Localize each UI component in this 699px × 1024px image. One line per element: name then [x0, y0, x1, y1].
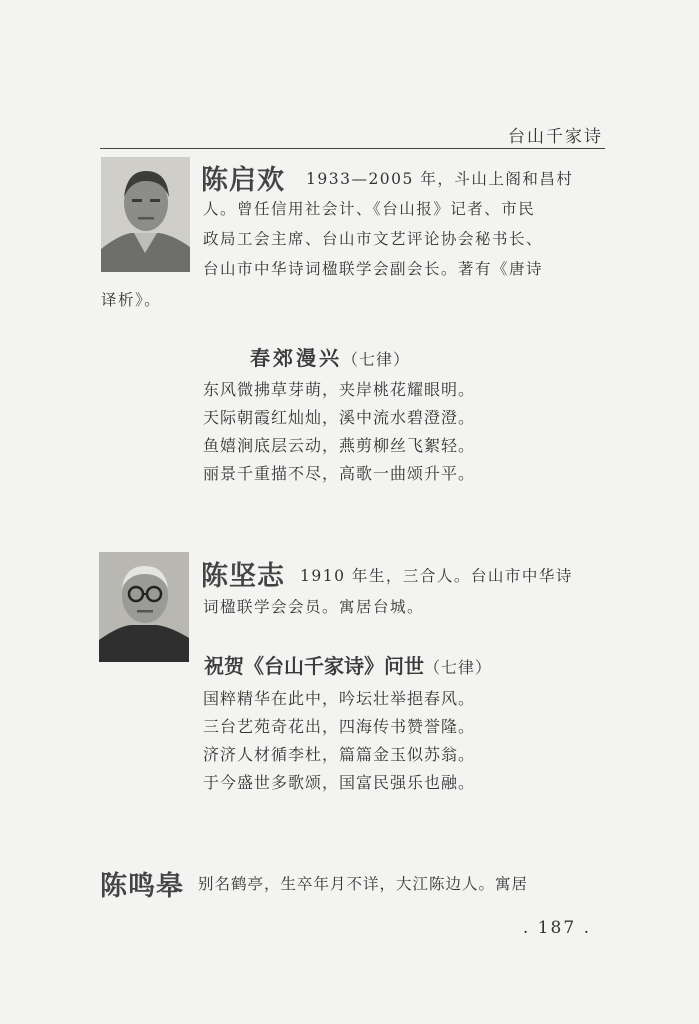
page-number: . 187 .	[522, 918, 591, 938]
poem-line: 丽景千重描不尽，高歌一曲颂升平。	[203, 464, 476, 483]
poem-line: 国粹精华在此中，吟坛壮举挹春风。	[203, 689, 476, 708]
poem-body	[203, 685, 475, 797]
poem-line: 于今盛世多歌颂，国富民强乐也融。	[203, 773, 476, 792]
author-bio-lead: 1910 年生，三合人。台山市中华诗	[300, 567, 573, 585]
poem-title	[250, 342, 410, 371]
author-bio-lead: 1933—2005 年，斗山上阁和昌村	[306, 170, 574, 188]
running-header: 台山千家诗	[508, 127, 603, 147]
portrait-photo-1	[101, 157, 190, 272]
author-bio-line: 译析》。	[101, 291, 162, 309]
author-name: 陈鸣皋	[100, 871, 184, 902]
poem-form: （七律）	[424, 658, 493, 677]
poem-line: 三台艺苑奇花出，四海传书赞誉隆。	[203, 717, 476, 736]
header-rule	[100, 148, 605, 149]
poem-line: 济济人材循李杜，篇篇金玉似苏翁。	[203, 745, 476, 764]
author-bio-line: 台山市中华诗词楹联学会副会长。著有《唐诗	[203, 260, 544, 278]
author-name: 陈坚志	[201, 561, 285, 592]
poem-line: 天际朝霞红灿灿，溪中流水碧澄澄。	[203, 408, 476, 427]
poem-title	[204, 650, 492, 679]
author-name: 陈启欢	[201, 165, 285, 196]
author-bio-lead: 别名鹤亭，生卒年月不详，大江陈边人。寓居	[198, 875, 529, 893]
author-bio-line: 政局工会主席、台山市文艺评论协会秘书长、	[203, 230, 544, 248]
portrait-photo-2	[99, 552, 189, 662]
author-bio-line: 人。曾任信用社会计、《台山报》记者、市民	[203, 200, 536, 218]
poem-title-text: 春郊漫兴	[250, 346, 342, 370]
author-bio-line: 词楹联学会会员。寓居台城。	[203, 598, 425, 616]
poem-title-text: 祝贺《台山千家诗》问世	[204, 654, 424, 678]
poem-line: 鱼嬉涧底层云动，燕剪柳丝飞絮轻。	[203, 436, 476, 455]
poem-form: （七律）	[342, 350, 411, 369]
poem-line: 东风微拂草芽萌，夹岸桃花耀眼明。	[203, 380, 476, 399]
poem-body	[203, 376, 475, 488]
